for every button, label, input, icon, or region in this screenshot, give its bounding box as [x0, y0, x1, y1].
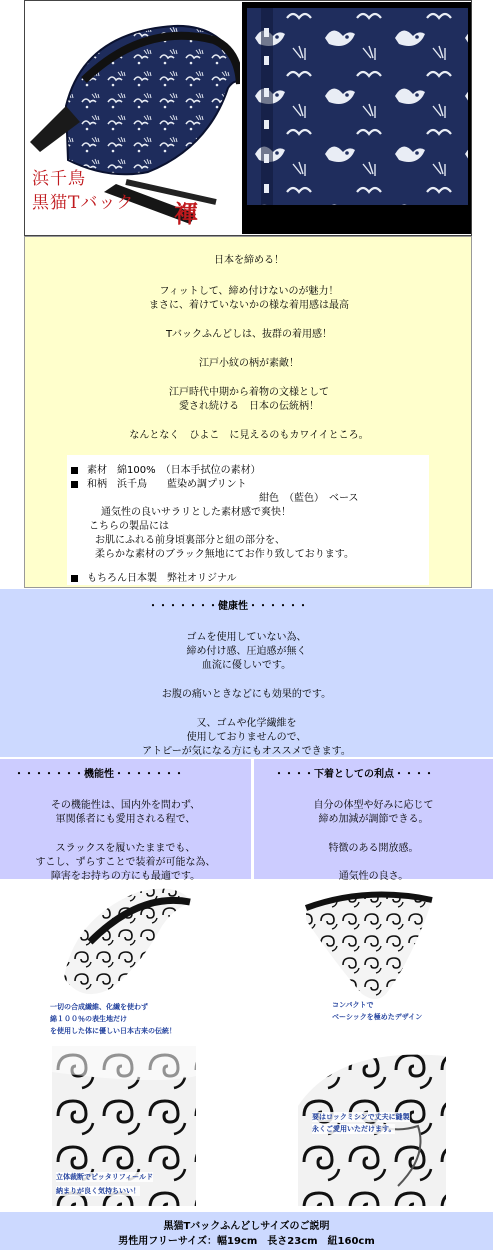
photo-caption: 納まりが良く気持ちいい！ [56, 1187, 140, 1195]
health-line: お腹の痛いときなどにも効果的です。 [161, 689, 332, 700]
underwear-line: 通気性の良さ。 [338, 871, 409, 882]
size-info-bar [0, 1212, 493, 1250]
pattern-closeup-photo [242, 2, 471, 234]
function-line: 軍関係者にも愛用される程で、 [55, 814, 196, 825]
desc-line: 江戸小紋の柄が素敵！ [199, 358, 299, 369]
size-title: 黒猫Tバックふんどしサイズのご説明 [163, 1221, 330, 1232]
top-photo-frame [24, 0, 472, 236]
function-line: すこし、ずらすことで装着が可能な為、 [35, 857, 216, 868]
underwear-line: 特徴のある開放感。 [328, 843, 419, 854]
desc-line: 愛され続ける 日本の伝統柄！ [179, 401, 319, 412]
photo-caption: 要はロックミシンで丈夫に縫製 [312, 1113, 410, 1121]
health-line: 使用しておりませんので、 [186, 732, 307, 743]
health-line: 又、ゴムや化学繊維を [196, 718, 297, 729]
health-line: アトピーが気になる方にもオススメできます。 [142, 746, 351, 757]
product-name-line2: 黒猫Tバック [32, 193, 135, 213]
photo-caption: ベーシックを極めたデザイン [332, 1013, 423, 1021]
health-heading: ・・・・・・・健康性・・・・・・ [148, 601, 308, 612]
photo-caption: 綿１００％の表生地だけ [50, 1015, 127, 1023]
desc-line: まさに、着けていないかの様な着用感は最高 [149, 300, 349, 311]
function-heading: ・・・・・・・機能性・・・・・・・ [14, 769, 184, 780]
photo-caption: 立体裁断でピッタリフィールド [56, 1173, 154, 1181]
spec-note: 柔らかな素材のブラック無地にてお作り致しております。 [95, 549, 354, 560]
underwear-benefits-section [254, 759, 493, 882]
spec-note: お肌にふれる前身頃裏部分と紐の部分を、 [95, 535, 285, 546]
photo-caption: コンパクトで [332, 1001, 374, 1009]
product-photo-front [296, 888, 446, 1030]
health-line: ゴムを使用していない為、 [186, 632, 307, 643]
spec-material: 素材 綿100% （日本手拭位の素材） [71, 461, 261, 476]
product-photo-closeup-2 [298, 1046, 446, 1206]
spec-pattern: 和柄 浜千鳥 藍染め調プリント [71, 475, 247, 490]
karakusa-fabric-closeup [52, 1046, 196, 1206]
bullet-square-icon [71, 575, 78, 582]
function-section [0, 759, 251, 882]
spec-colors: 紺色 （藍色） ベース [259, 493, 359, 504]
bullet-square-icon [71, 481, 78, 488]
photo-caption: 一切の合成繊維、化繊を使わず [50, 1003, 148, 1011]
product-description-panel [24, 236, 472, 588]
desc-line: 日本を締める！ [214, 255, 284, 266]
size-detail: 男性用フリーサイズ：幅19cm 長さ23cm 紐160cm [118, 1236, 375, 1247]
function-line: 障害をお持ちの方にも最適です。 [50, 871, 201, 882]
product-photo-closeup-1 [52, 1046, 196, 1206]
underwear-line: 締め加減が調節できる。 [318, 814, 429, 825]
spec-made-in: もちろん日本製 弊社オリジナル [71, 569, 237, 584]
spec-note: こちらの製品には [89, 521, 169, 532]
function-line: その機能性は、国内外を問わず、 [50, 800, 201, 811]
desc-line: 江戸時代中期から着物の文様として [169, 387, 329, 398]
underwear-line: 自分の体型や好みに応じて [313, 800, 434, 811]
bullet-square-icon [71, 467, 78, 474]
product-photo [26, 2, 240, 234]
health-line: 締め付け感、圧迫感が無く [186, 646, 307, 657]
health-line: 血流に優しいです。 [201, 660, 292, 671]
desc-line: Tバックふんどしは、抜群の着用感！ [165, 329, 333, 340]
spec-breathable: 通気性の良いサラリとした素材感で爽快！ [101, 507, 291, 518]
photo-caption: 永くご愛用いただけます。 [312, 1125, 396, 1133]
photo-caption: を使用した体に優しい日本古来の伝統！ [50, 1027, 176, 1035]
health-section [0, 589, 493, 757]
product-name-line1: 浜千鳥 [32, 169, 86, 189]
chidori-pattern-image [247, 8, 468, 205]
spec-list [67, 455, 429, 585]
desc-line: フィットして、締め付けないのが魅力！ [159, 286, 339, 297]
function-line: スラックスを履いたままでも、 [55, 843, 196, 854]
product-photo-side [50, 882, 210, 1040]
underwear-heading: ・・・・下着としての利点・・・・ [274, 769, 434, 780]
fundoshi-kanji-title: 褌 [174, 199, 198, 228]
desc-line: なんとなく ひよこ に見えるのもカワイイところ。 [129, 430, 369, 441]
